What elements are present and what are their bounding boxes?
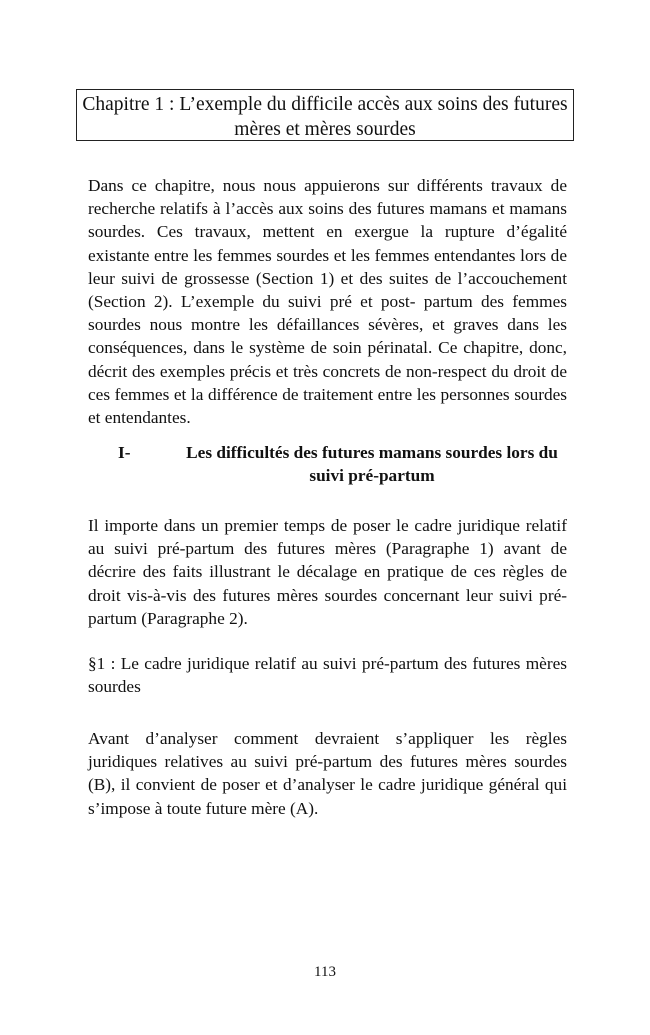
section-title: Les difficultés des futures mamans sourdes lors du suivi pré-partum xyxy=(186,443,558,486)
intro-paragraph: Dans ce chapitre, nous nous appuierons sur différents travaux de recherche relatifs à l’accès aux soins des futures mamans et mamans sourdes. Ces travaux, mettent en exergue la rupture d’égalité existante entre les femmes sourdes et les femmes entendantes lors de leur suivi de grossesse (Section 1) et des suites de l’accouchement (Section 2). L’exemple du suivi pré et post- partum des femmes sourdes nous montre les défaillances sévères, et graves dans les conséquences, dans le système de soin périnatal. Ce chapitre, donc, décrit des exemples précis et très concrets de non-respect du droit de ces femmes et la différence de traitement entre les personnes sourdes et entendantes. xyxy=(88,176,567,428)
paragraph-heading: §1 : Le cadre juridique relatif au suivi pré-partum des futures mères sourdes xyxy=(88,654,567,697)
paragraph-intro: Avant d’analyser comment devraient s’appliquer les règles juridiques relatives au suivi pré-partum des futures mères sourdes (B), il convient de poser et d’analyser le cadre juridique général qui s’impose à toute future mère (A). xyxy=(88,729,567,818)
section-number: I- xyxy=(118,443,131,462)
page-number: 113 xyxy=(314,964,336,980)
section-intro-paragraph: Il importe dans un premier temps de poser le cadre juridique relatif au suivi pré-partum des futures mères (Paragraphe 1) avant de décrire des faits illustrant le décalage en pratique de ces règles de droit vis-à-vis des futures mères sourdes concernant leur suivi pré-partum (Paragraphe 2). xyxy=(88,516,567,628)
chapter-title-box xyxy=(76,89,574,141)
chapter-title: Chapitre 1 : L’exemple du difficile accès aux soins des futures mères et mères sourdes xyxy=(82,94,568,140)
